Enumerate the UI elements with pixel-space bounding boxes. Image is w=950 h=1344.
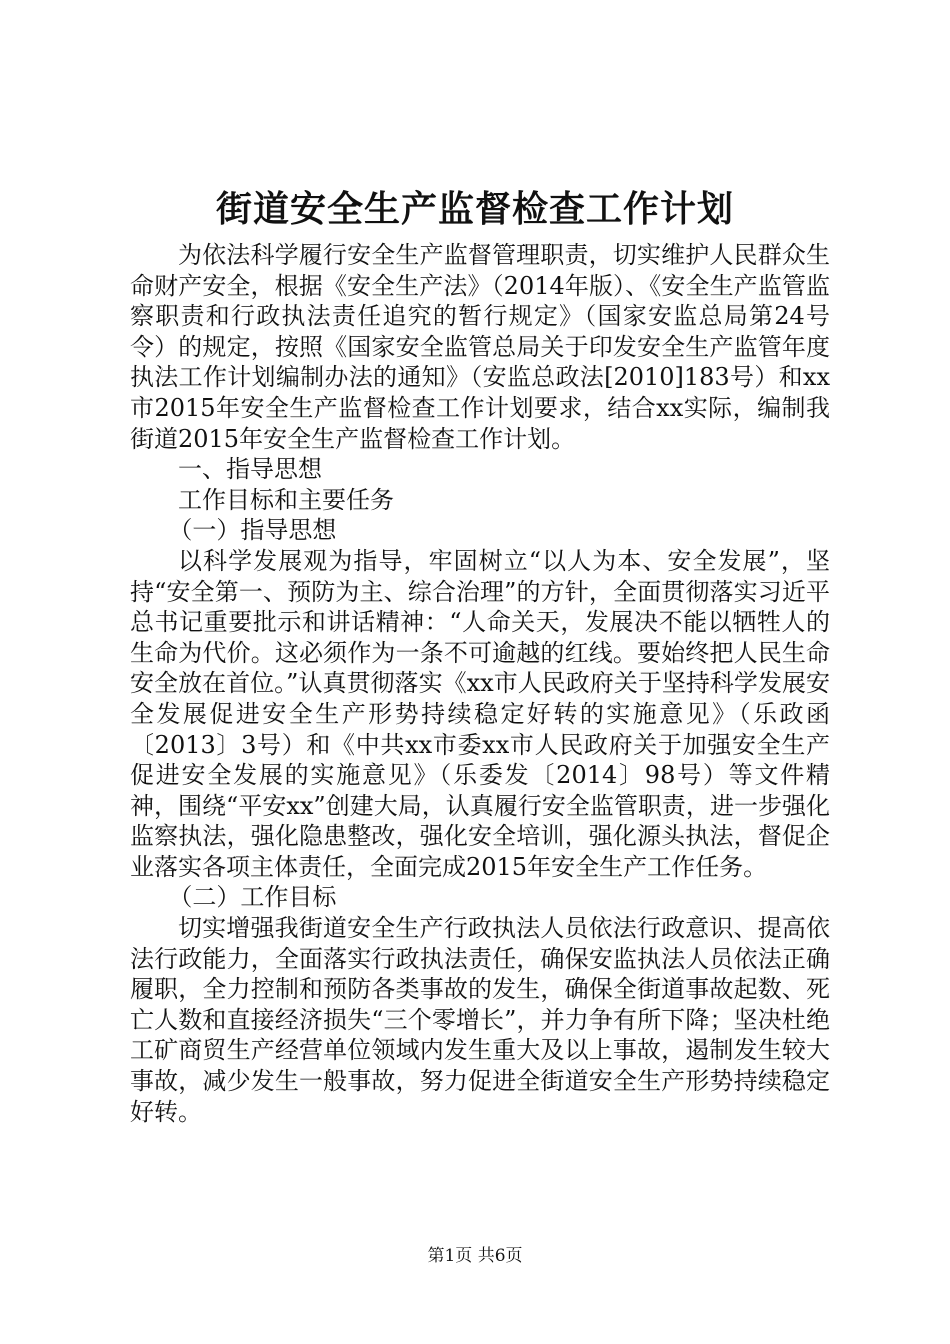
intro-paragraph: 为依法科学履行安全生产监督管理职责，切实维护人民群众生命财产安全，根据《安全生产法》（2014年版）、《安全生产监管监察职责和行政执法责任追究的暂行规定》（国家安监总局第24号令）的规定，按照《国家安全监管总局关于印发安全生产监管年度执法工作计划编制办法的通知》（安监总政法[2010]183号）和xx市2015年安全生产监督检查工作计划要求，结合xx实际，编制我街道2015年安全生产监督检查工作计划。 bbox=[130, 241, 830, 453]
subsection-heading-work-goals: （二）工作目标 bbox=[168, 883, 337, 912]
document-body bbox=[130, 240, 830, 1127]
work-goals-paragraph: 切实增强我街道安全生产行政执法人员依法行政意识、提高依法行政能力，全面落实行政执法责任，确保安监执法人员依法正确履职，全力控制和预防各类事故的发生，确保全街道事故起数、死亡人数和直接经济损失“三个零增长”，并力争有所下降；坚决杜绝工矿商贸生产经营单位领域内发生重大及以上事故，遏制发生较大事故，减少发生一般事故，努力促进全街道安全生产形势持续稳定好转。 bbox=[130, 914, 830, 1126]
document-title: 街道安全生产监督检查工作计划 bbox=[215, 188, 734, 230]
page-number-footer: 第1页 共6页 bbox=[427, 1246, 523, 1266]
subsection-heading-guiding-ideology: （一）指导思想 bbox=[168, 516, 337, 545]
section-subtitle-goals-tasks: 工作目标和主要任务 bbox=[178, 485, 394, 514]
section-heading-guiding-ideology: 一、指导思想 bbox=[178, 455, 322, 484]
guiding-ideology-paragraph: 以科学发展观为指导，牢固树立“以人为本、安全发展”，坚持“安全第一、预防为主、综合治理”的方针，全面贯彻落实习近平总书记重要批示和讲话精神：“人命关天，发展决不能以牺牲人的生命为代价。这必须作为一条不可逾越的红线。要始终把人民生命安全放在首位。”认真贯彻落实《xx市人民政府关于坚持科学发展安全发展促进安全生产形势持续稳定好转的实施意见》（乐政函〔2013〕3号）和《中共xx市委xx市人民政府关于加强安全生产促进安全发展的实施意见》（乐委发〔2014〕98号）等文件精神，围绕“平安xx”创建大局，认真履行安全监管职责，进一步强化监察执法，强化隐患整改，强化安全培训，强化源头执法，督促企业落实各项主体责任，全面完成2015年安全生产工作任务。 bbox=[130, 546, 830, 881]
